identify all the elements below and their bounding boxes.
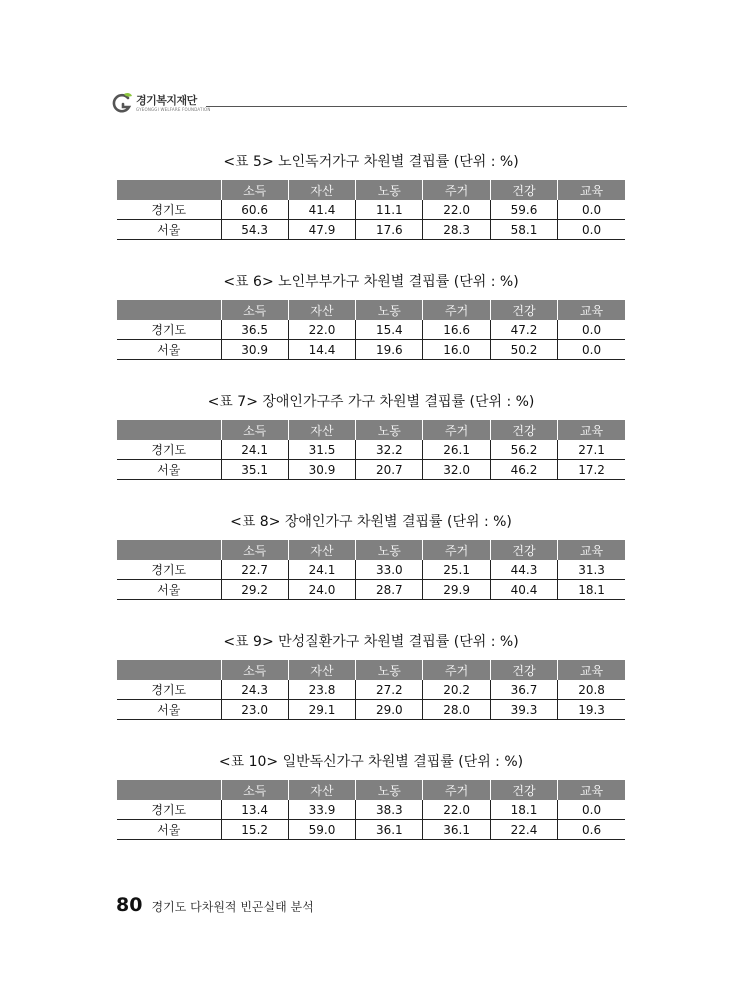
- value-cell: 29.9: [423, 580, 490, 600]
- value-cell: 26.1: [423, 440, 490, 460]
- row-label: 서울: [117, 220, 221, 240]
- page-header: [112, 86, 627, 118]
- value-cell: 17.6: [356, 220, 423, 240]
- column-header: 소득: [221, 420, 288, 440]
- table-title: <표 10> 일반독신가구 차원별 결핍률 (단위 : %): [218, 754, 524, 770]
- header-corner-cell: [117, 300, 221, 320]
- value-cell: 19.3: [558, 700, 625, 720]
- value-cell: 22.4: [490, 820, 557, 840]
- value-cell: 47.9: [288, 220, 355, 240]
- column-header: 노동: [356, 180, 423, 200]
- row-label: 서울: [117, 820, 221, 840]
- column-header: 소득: [221, 180, 288, 200]
- table-row: [117, 800, 625, 820]
- value-cell: 33.9: [288, 800, 355, 820]
- value-cell: 39.3: [490, 700, 557, 720]
- table-block: [117, 392, 625, 480]
- column-header: 교육: [558, 540, 625, 560]
- value-cell: 59.6: [490, 200, 557, 220]
- row-label: 경기도: [117, 800, 221, 820]
- value-cell: 0.0: [558, 200, 625, 220]
- column-header: 주거: [423, 420, 490, 440]
- value-cell: 41.4: [288, 200, 355, 220]
- value-cell: 31.5: [288, 440, 355, 460]
- column-header: 교육: [558, 300, 625, 320]
- value-cell: 20.2: [423, 680, 490, 700]
- table-row: [117, 220, 625, 240]
- table-block: [117, 272, 625, 360]
- page-number: 80: [116, 894, 143, 916]
- value-cell: 18.1: [490, 800, 557, 820]
- value-cell: 60.6: [221, 200, 288, 220]
- value-cell: 24.1: [288, 560, 355, 580]
- row-label: 서울: [117, 460, 221, 480]
- value-cell: 24.1: [221, 440, 288, 460]
- value-cell: 33.0: [356, 560, 423, 580]
- column-header: 건강: [490, 780, 557, 800]
- value-cell: 22.7: [221, 560, 288, 580]
- table-block: [117, 632, 625, 720]
- foundation-name: 경기복지재단: [136, 94, 197, 107]
- value-cell: 25.1: [423, 560, 490, 580]
- column-header: 자산: [288, 540, 355, 560]
- data-table: [117, 780, 625, 840]
- value-cell: 38.3: [356, 800, 423, 820]
- table-header-row: [117, 420, 625, 440]
- data-table: [117, 420, 625, 480]
- value-cell: 54.3: [221, 220, 288, 240]
- column-header: 자산: [288, 660, 355, 680]
- page-footer: [116, 894, 314, 916]
- table-row: [117, 580, 625, 600]
- value-cell: 59.0: [288, 820, 355, 840]
- value-cell: 40.4: [490, 580, 557, 600]
- column-header: 주거: [423, 300, 490, 320]
- value-cell: 17.2: [558, 460, 625, 480]
- value-cell: 36.1: [356, 820, 423, 840]
- table-header-row: [117, 300, 625, 320]
- column-header: 주거: [423, 780, 490, 800]
- column-header: 주거: [423, 180, 490, 200]
- value-cell: 29.0: [356, 700, 423, 720]
- column-header: 소득: [221, 780, 288, 800]
- row-label: 경기도: [117, 440, 221, 460]
- table-header-row: [117, 180, 625, 200]
- value-cell: 46.2: [490, 460, 557, 480]
- column-header: 노동: [356, 300, 423, 320]
- value-cell: 19.6: [356, 340, 423, 360]
- table-title: <표 9> 만성질환가구 차원별 결핍률 (단위 : %): [223, 634, 519, 650]
- value-cell: 16.6: [423, 320, 490, 340]
- value-cell: 22.0: [423, 200, 490, 220]
- table-row: [117, 340, 625, 360]
- data-table: [117, 180, 625, 240]
- value-cell: 50.2: [490, 340, 557, 360]
- value-cell: 27.1: [558, 440, 625, 460]
- column-header: 건강: [490, 660, 557, 680]
- table-header-row: [117, 660, 625, 680]
- value-cell: 28.3: [423, 220, 490, 240]
- table-row: [117, 680, 625, 700]
- value-cell: 32.0: [423, 460, 490, 480]
- value-cell: 0.0: [558, 320, 625, 340]
- value-cell: 23.0: [221, 700, 288, 720]
- column-header: 노동: [356, 540, 423, 560]
- table-row: [117, 460, 625, 480]
- column-header: 자산: [288, 420, 355, 440]
- data-table: [117, 660, 625, 720]
- table-row: [117, 700, 625, 720]
- column-header: 자산: [288, 300, 355, 320]
- table-block: [117, 512, 625, 600]
- row-label: 서울: [117, 580, 221, 600]
- value-cell: 30.9: [288, 460, 355, 480]
- header-rule: [206, 106, 627, 107]
- value-cell: 20.8: [558, 680, 625, 700]
- value-cell: 15.2: [221, 820, 288, 840]
- column-header: 자산: [288, 780, 355, 800]
- row-label: 서울: [117, 340, 221, 360]
- value-cell: 23.8: [288, 680, 355, 700]
- row-label: 경기도: [117, 560, 221, 580]
- value-cell: 0.6: [558, 820, 625, 840]
- value-cell: 0.0: [558, 220, 625, 240]
- value-cell: 30.9: [221, 340, 288, 360]
- value-cell: 28.7: [356, 580, 423, 600]
- value-cell: 47.2: [490, 320, 557, 340]
- row-label: 서울: [117, 700, 221, 720]
- table-title: <표 8> 장애인가구 차원별 결핍률 (단위 : %): [230, 514, 512, 530]
- value-cell: 27.2: [356, 680, 423, 700]
- value-cell: 24.0: [288, 580, 355, 600]
- table-title: <표 6> 노인부부가구 차원별 결핍률 (단위 : %): [223, 274, 519, 290]
- column-header: 건강: [490, 540, 557, 560]
- column-header: 노동: [356, 660, 423, 680]
- table-row: [117, 440, 625, 460]
- column-header: 건강: [490, 300, 557, 320]
- value-cell: 29.2: [221, 580, 288, 600]
- book-title: 경기도 다차원적 빈곤실태 분석: [151, 900, 314, 914]
- foundation-name-english: GYEONGGI WELFARE FOUNDATION: [136, 107, 211, 112]
- header-corner-cell: [117, 180, 221, 200]
- header-corner-cell: [117, 540, 221, 560]
- value-cell: 11.1: [356, 200, 423, 220]
- table-row: [117, 200, 625, 220]
- column-header: 노동: [356, 420, 423, 440]
- table-title: <표 5> 노인독거가구 차원별 결핍률 (단위 : %): [223, 154, 519, 170]
- table-row: [117, 820, 625, 840]
- table-row: [117, 320, 625, 340]
- data-table: [117, 540, 625, 600]
- value-cell: 44.3: [490, 560, 557, 580]
- value-cell: 24.3: [221, 680, 288, 700]
- column-header: 건강: [490, 180, 557, 200]
- column-header: 노동: [356, 780, 423, 800]
- table-block: [117, 152, 625, 240]
- value-cell: 13.4: [221, 800, 288, 820]
- column-header: 소득: [221, 540, 288, 560]
- header-corner-cell: [117, 780, 221, 800]
- column-header: 교육: [558, 420, 625, 440]
- table-row: [117, 560, 625, 580]
- value-cell: 56.2: [490, 440, 557, 460]
- foundation-logo-icon: [112, 92, 134, 114]
- row-label: 경기도: [117, 680, 221, 700]
- column-header: 교육: [558, 780, 625, 800]
- value-cell: 14.4: [288, 340, 355, 360]
- column-header: 주거: [423, 660, 490, 680]
- column-header: 교육: [558, 660, 625, 680]
- data-table: [117, 300, 625, 360]
- value-cell: 18.1: [558, 580, 625, 600]
- column-header: 소득: [221, 660, 288, 680]
- value-cell: 20.7: [356, 460, 423, 480]
- value-cell: 35.1: [221, 460, 288, 480]
- value-cell: 28.0: [423, 700, 490, 720]
- header-corner-cell: [117, 660, 221, 680]
- value-cell: 22.0: [423, 800, 490, 820]
- row-label: 경기도: [117, 320, 221, 340]
- value-cell: 16.0: [423, 340, 490, 360]
- column-header: 소득: [221, 300, 288, 320]
- table-block: [117, 752, 625, 840]
- column-header: 건강: [490, 420, 557, 440]
- value-cell: 22.0: [288, 320, 355, 340]
- value-cell: 0.0: [558, 340, 625, 360]
- value-cell: 36.1: [423, 820, 490, 840]
- row-label: 경기도: [117, 200, 221, 220]
- column-header: 교육: [558, 180, 625, 200]
- table-title: <표 7> 장애인가구주 가구 차원별 결핍률 (단위 : %): [207, 394, 535, 410]
- value-cell: 31.3: [558, 560, 625, 580]
- table-header-row: [117, 540, 625, 560]
- value-cell: 29.1: [288, 700, 355, 720]
- value-cell: 58.1: [490, 220, 557, 240]
- table-header-row: [117, 780, 625, 800]
- value-cell: 36.7: [490, 680, 557, 700]
- column-header: 자산: [288, 180, 355, 200]
- value-cell: 0.0: [558, 800, 625, 820]
- header-corner-cell: [117, 420, 221, 440]
- column-header: 주거: [423, 540, 490, 560]
- value-cell: 36.5: [221, 320, 288, 340]
- value-cell: 32.2: [356, 440, 423, 460]
- value-cell: 15.4: [356, 320, 423, 340]
